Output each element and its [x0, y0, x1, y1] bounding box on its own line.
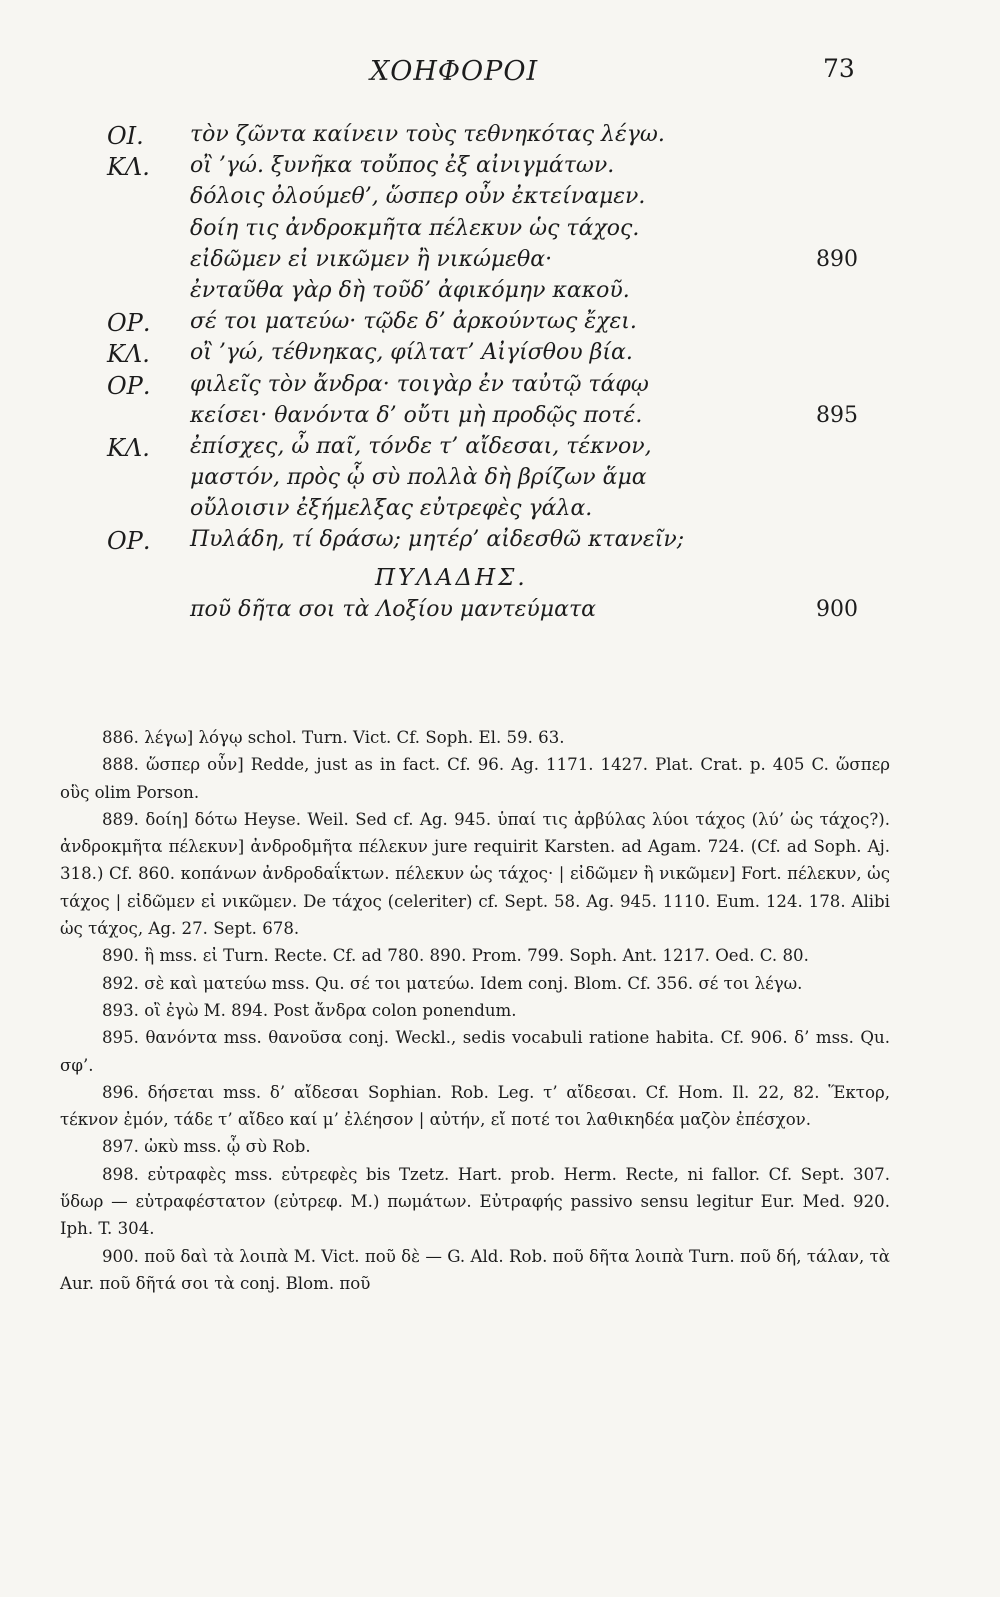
verse-line-text: σέ τοι ματεύω· τῷδε δ’ ἀρκούντως ἔχει. [190, 309, 637, 335]
speaker-label: ΟΡ. [107, 371, 151, 400]
speaker-heading: ΠΥΛΑΔΗΣ. [375, 564, 528, 591]
verse-line-text: δόλοις ὀλούμεθ’, ὥσπερ οὖν ἐκτείναμεν. [190, 184, 646, 210]
apparatus-note: 897. ὠκὺ mss. ᾧ σὺ Rob. [102, 1137, 311, 1157]
page-number: 73 [823, 54, 855, 83]
verse-line [0, 527, 1000, 558]
speaker-label: ΟΙ. [107, 122, 144, 150]
verse-line-text: ἐνταῦθα γὰρ δὴ τοῦδ’ ἀφικόμην κακοῦ. [190, 277, 630, 303]
line-number: 890 [816, 246, 858, 272]
verse-line-text: φιλεῖς τὸν ἄνδρα· τοιγὰρ ἐν ταὐτῷ τάφῳ [190, 371, 649, 397]
speaker-label: ΟΡ. [107, 309, 151, 338]
apparatus-note: 896. δήσεται mss. δ’ αἴδεσαι Sophian. Rob. Leg. τ’ αἴδεσαι. Cf. Hom. Il. 22, 82. Ἕκτορ, τέκνον ἐμόν, τάδε τ’ αἴδεο καί μ’ ἐλέησον | αὐτήν, εἴ ποτέ τοι λαθικηδέα μαζὸν ἐπέσχον. [60, 1082, 890, 1130]
verse-line [0, 309, 1000, 340]
verse-line [0, 403, 1000, 434]
apparatus-note: 889. δοίη] δότω Heyse. Weil. Sed cf. Ag. 945. ὑπαί τις ἀρβύλας λύοι τάχος (λύ’ ὡς τάχος?). ἀνδροκμῆτα πέλεκυν] ἀνδροδμῆτα πέλεκυν jure requirit Karsten. ad Agam. 724. (Cf. ad Soph. Aj. 318.) Cf. 860. κοπάνων ἀνδροδαΐκτων. πέλεκυν ὡς τάχος· | εἰδῶμεν ἢ νικῶμεν] Fort. πέλεκυν, ὡς τάχος | εἰδῶμεν εἰ νικῶμεν. De τάχος (celeriter) cf. Sept. 58. Ag. 945. 1110. Eum. 124. 178. Alibi ὡς τάχος, Ag. 27. Sept. 678. [60, 809, 890, 939]
verse-line [0, 153, 1000, 184]
verse-line-text: δοίη τις ἀνδροκμῆτα πέλεκυν ὡς τάχος. [190, 215, 640, 241]
speaker-label: ΚΛ. [107, 433, 150, 462]
verse-line-text: Πυλάδη, τί δράσω; μητέρ’ αἰδεσθῶ κτανεῖν; [190, 527, 685, 553]
speaker-label: ΟΡ. [107, 527, 151, 556]
verse-line [0, 122, 1000, 153]
verse-line [0, 434, 1000, 465]
verse-line [0, 184, 1000, 215]
verse-line [0, 247, 1000, 278]
verse-line-text: εἰδῶμεν εἰ νικῶμεν ἢ νικώμεθα· [190, 246, 553, 272]
verse-line [0, 216, 1000, 247]
verse-line [0, 496, 1000, 527]
running-head [0, 52, 1000, 92]
verse-line-text: μαστόν, πρὸς ᾧ σὺ πολλὰ δὴ βρίζων ἅμα [190, 465, 647, 491]
apparatus-note: 900. ποῦ δαὶ τὰ λοιπὰ M. Vict. ποῦ δὲ — G. Ald. Rob. ποῦ δῆτα λοιπὰ Turn. ποῦ δή, τάλαν, τὰ Aur. ποῦ δῆτά σοι τὰ conj. Blom. ποῦ [60, 1246, 890, 1293]
verse-line-text: τὸν ζῶντα καίνειν τοὺς τεθνηκότας λέγω. [190, 122, 665, 147]
verse-line [0, 278, 1000, 309]
apparatus-note: 898. εὐτραφὲς mss. εὐτρεφὲς bis Tzetz. Hart. prob. Herm. Recte, ni fallor. Cf. Sept. 307. ὕδωρ — εὐτραφέστατον (εὐτρεφ. M.) πωμάτων. Εὐτραφής passivo sensu legitur Eur. Med. 920. Iph. T. 304. [60, 1164, 890, 1239]
verse-line [0, 597, 1000, 628]
verse-line-text: οὔλοισιν ἐξήμελξας εὐτρεφὲς γάλα. [190, 496, 593, 522]
verse-line-text: ποῦ δῆτα σοι τὰ Λοξίου μαντεύματα [190, 596, 596, 622]
speaker-label: ΚΛ. [107, 153, 150, 182]
running-title: ΧΟΗΦΟΡΟΙ [370, 56, 539, 87]
verse-line-text: οἲ ’γώ. ξυνῆκα τοὔπος ἐξ αἰνιγμάτων. [190, 153, 615, 179]
verse-text [0, 122, 1000, 628]
line-number: 895 [816, 402, 858, 428]
apparatus-note: 888. ὥσπερ οὖν] Redde, just as in fact. Cf. 96. Ag. 1171. 1427. Plat. Crat. p. 405 C. ὥσπερ οὓς olim Porson. [60, 755, 890, 802]
speaker-heading-line [0, 559, 1000, 597]
apparatus-note: 893. οἲ ἐγὼ M. 894. Post ἄνδρα colon ponendum. [102, 1000, 517, 1020]
line-number: 900 [816, 596, 858, 622]
verse-line [0, 340, 1000, 371]
apparatus-note: 890. ἢ mss. εἰ Turn. Recte. Cf. ad 780. 890. Prom. 799. Soph. Ant. 1217. Oed. C. 80. [102, 946, 809, 966]
apparatus-note: 886. λέγω] λόγῳ schol. Turn. Vict. Cf. Soph. El. 59. 63. [102, 728, 565, 747]
apparatus-note: 895. θανόντα mss. θανοῦσα conj. Weckl., sedis vocabuli ratione habita. Cf. 906. δ’ mss. Qu. σφ’. [60, 1028, 890, 1075]
verse-line [0, 372, 1000, 403]
verse-line [0, 465, 1000, 496]
verse-line-text: οἲ ’γώ, τέθνηκας, φίλτατ’ Αἰγίσθου βία. [190, 340, 633, 366]
apparatus-note: 892. σὲ καὶ ματεύω mss. Qu. σέ τοι ματεύω. Idem conj. Blom. Cf. 356. σέ τοι λέγω. [102, 973, 803, 993]
verse-line-text: ἐπίσχες, ὦ παῖ, τόνδε τ’ αἴδεσαι, τέκνον, [190, 433, 652, 459]
critical-apparatus [60, 724, 890, 1297]
verse-line-text: κείσει· θανόντα δ’ οὔτι μὴ προδῷς ποτέ. [190, 402, 643, 428]
speaker-label: ΚΛ. [107, 340, 150, 369]
